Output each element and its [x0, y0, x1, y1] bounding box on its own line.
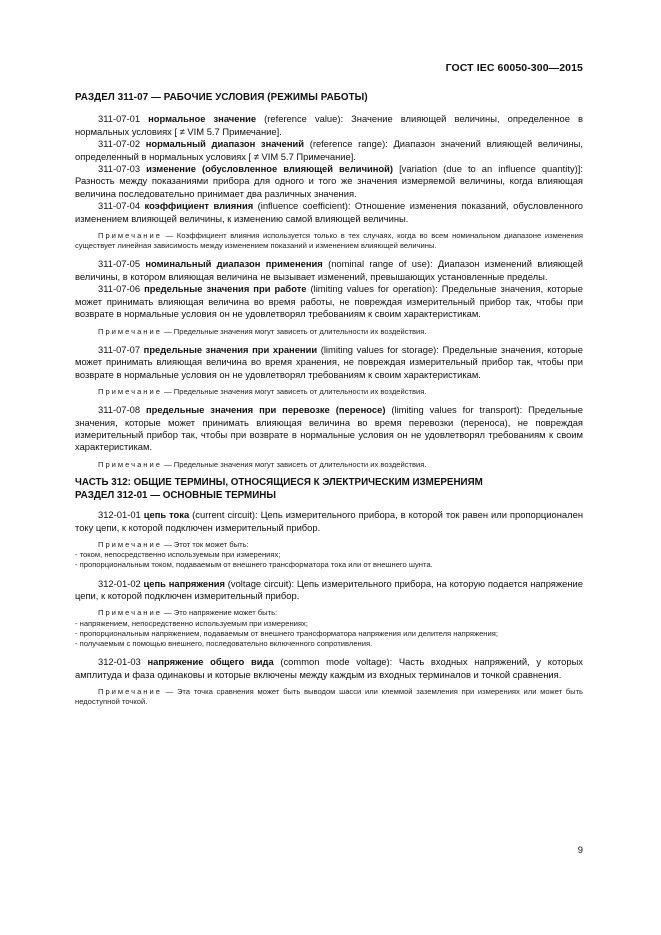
- note-text: — Коэффициент влияния используется только в тех случаях, когда во всем номинальном диапазоне изменения существует линейная зависимость между изменением показаний и изменением влияющей величины.: [75, 231, 583, 251]
- note-312-01-02: [75, 608, 583, 649]
- note-text: — Этот ток может быть:: [161, 539, 249, 549]
- note-list-item: - получаемым с помощью внешнего, последовательно включенного сопротивления.: [75, 638, 373, 648]
- term-code: 311-07-07: [98, 343, 141, 355]
- term-code: 311-07-06: [98, 283, 141, 295]
- term-code: 311-07-08: [98, 404, 141, 416]
- term-definition: [variation (due to an influence quantity)]: Разность между показаниями прибора для одного и того же значения измеряемой величины, когда влияющая величина последовательно принимает два различных значения.: [75, 163, 583, 199]
- note-text: — Предельные значения могут зависеть от длительности их воздействия.: [161, 326, 427, 336]
- term-name: нормальное значение: [148, 113, 257, 125]
- term-code: 311-07-04: [98, 200, 141, 212]
- note-text: — Эта точка сравнения может быть выводом шасси или клеммой заземления при измерениях или может быть недоступной точкой.: [75, 687, 583, 707]
- note-311-07-06: [75, 327, 583, 337]
- note-list-item: - пропорциональным током, подаваемым от внешнего трансформатора тока или от внешнего шунта.: [75, 560, 433, 570]
- term-name: предельные значения при работе: [144, 283, 307, 295]
- term-name: предельные значения при хранении: [143, 343, 318, 355]
- term-definition: (nominal range of use): Диапазон изменений влияющей величины, в котором влияющая величина не вызывает изменений, превышающих установленные пределы.: [75, 258, 583, 282]
- term-name: цепь напряжения: [143, 577, 225, 589]
- note-label: Примечание: [98, 326, 162, 336]
- term-311-07-05: [75, 258, 583, 283]
- note-311-07-07: [75, 387, 583, 397]
- note-label: Примечание: [98, 459, 162, 469]
- term-definition: (influence coefficient): Отношение изменения показаний, обусловленного изменением влияющей величины, к изменению самой влияющей величины.: [75, 200, 584, 224]
- term-name: номинальный диапазон применения: [145, 258, 323, 270]
- standard-header: ГОСТ IEC 60050-300—2015: [445, 62, 583, 74]
- term-311-07-01: [75, 113, 583, 138]
- part-title-312: [75, 477, 583, 502]
- term-definition: (limiting values for transport): Предельные значения, которые может принимать влияющая величина во время перевозки (переноса), не повреждая измерительный прибор так, чтобы при возврате в нормальные условия он не удовлетворял требованиям к своим характеристикам.: [75, 404, 583, 453]
- section-title-312-01: РАЗДЕЛ 312-01 — ОСНОВНЫЕ ТЕРМИНЫ: [75, 489, 276, 501]
- term-name: напряжение общего вида: [147, 656, 274, 668]
- term-definition: (reference value): Значение влияющей величины, определенное в нормальных условиях [ ≠ VIM 5.7 Примечание].: [75, 113, 584, 137]
- term-definition: (current circuit): Цепь измерительного прибора, в которой ток равен или пропорционален току цепи, к которой подключен измерительный прибор.: [75, 509, 584, 533]
- page-content: [75, 92, 583, 714]
- term-code: 312-01-01: [98, 509, 141, 521]
- note-text: — Это напряжение может быть:: [161, 608, 278, 618]
- term-name: предельные значения при перевозке (переносе): [145, 404, 386, 416]
- note-312-01-01: [75, 540, 583, 571]
- term-name: нормальный диапазон значений: [145, 138, 305, 150]
- term-definition: (common mode voltage): Часть входных напряжений, у которых амплитуда и фаза одинаковы и которые включены между каждым из входных терминалов и точкой сравнения.: [75, 656, 583, 680]
- note-label: Примечание: [98, 539, 162, 549]
- note-312-01-03: [75, 687, 583, 707]
- term-name: цепь тока: [143, 509, 190, 521]
- term-definition: (limiting values for storage): Предельные значения, которые может принимать влияющая величина во время хранения, не повреждая измерительный прибор так, чтобы при возврате в нормальные условия он не удовлетворял требованиям к своим характеристикам.: [75, 343, 584, 380]
- note-list-item: - напряжением, непосредственно используемым при измерениях;: [75, 618, 308, 628]
- page-number: 9: [577, 844, 583, 855]
- note-list-item: - током, непосредственно используемым при измерениях;: [75, 550, 281, 560]
- note-intro: [75, 608, 583, 618]
- term-name: коэффициент влияния: [144, 200, 254, 212]
- term-311-07-03: [75, 163, 583, 200]
- note-text: — Предельные значения могут зависеть от длительности их воздействия.: [161, 459, 427, 469]
- section-title-311-07: РАЗДЕЛ 311-07 — РАБОЧИЕ УСЛОВИЯ (РЕЖИМЫ РАБОТЫ): [75, 92, 368, 103]
- part-title-line: ЧАСТЬ 312: ОБЩИЕ ТЕРМИНЫ, ОТНОСЯЩИЕСЯ К ЭЛЕКТРИЧЕСКИМ ИЗМЕРЕНИЯМ: [75, 476, 483, 488]
- term-code: 311-07-02: [98, 138, 141, 150]
- term-code: 311-07-03: [98, 163, 141, 175]
- note-label: Примечание: [98, 386, 162, 396]
- term-311-07-02: [75, 138, 583, 163]
- note-311-07-08: [75, 460, 583, 470]
- term-definition: (voltage circuit): Цепь измерительного прибора, на которую подается напряжение цепи, к которой подключен измерительный прибор.: [75, 577, 583, 601]
- term-312-01-02: [75, 578, 583, 603]
- term-code: 312-01-03: [98, 656, 141, 668]
- term-312-01-03: [75, 656, 583, 681]
- note-text: — Предельные значения могут зависеть от длительности их воздействия.: [161, 386, 427, 396]
- term-311-07-08: [75, 404, 583, 454]
- term-311-07-07: [75, 344, 583, 381]
- note-label: Примечание: [98, 231, 162, 241]
- note-311-07-04: [75, 231, 583, 251]
- term-code: 311-07-01: [98, 113, 141, 125]
- term-311-07-04: [75, 200, 583, 225]
- term-name: изменение (обусловленное влияющей величиной): [146, 163, 394, 175]
- term-code: 311-07-05: [98, 258, 141, 270]
- note-label: Примечание: [98, 687, 162, 696]
- term-definition: (reference range): Диапазон значений влияющей величины, определенный в нормальных условиях [ ≠ VIM 5.7 Примечание].: [75, 138, 583, 162]
- note-intro: [75, 540, 583, 550]
- term-definition: (limiting values for operation): Предельные значения, которые может принимать влияющая величина во время работы, не повреждая измерительный прибор так, чтобы при возврате в нормальные условия он не удовлетворял требованиям к своим характеристикам.: [75, 283, 583, 320]
- term-code: 312-01-02: [98, 577, 141, 589]
- term-312-01-01: [75, 509, 583, 534]
- note-label: Примечание: [98, 608, 162, 618]
- term-311-07-06: [75, 283, 583, 320]
- note-list-item: - пропорциональным напряжением, подаваемым от внешнего трансформатора напряжения или делителя напряжения;: [75, 628, 498, 638]
